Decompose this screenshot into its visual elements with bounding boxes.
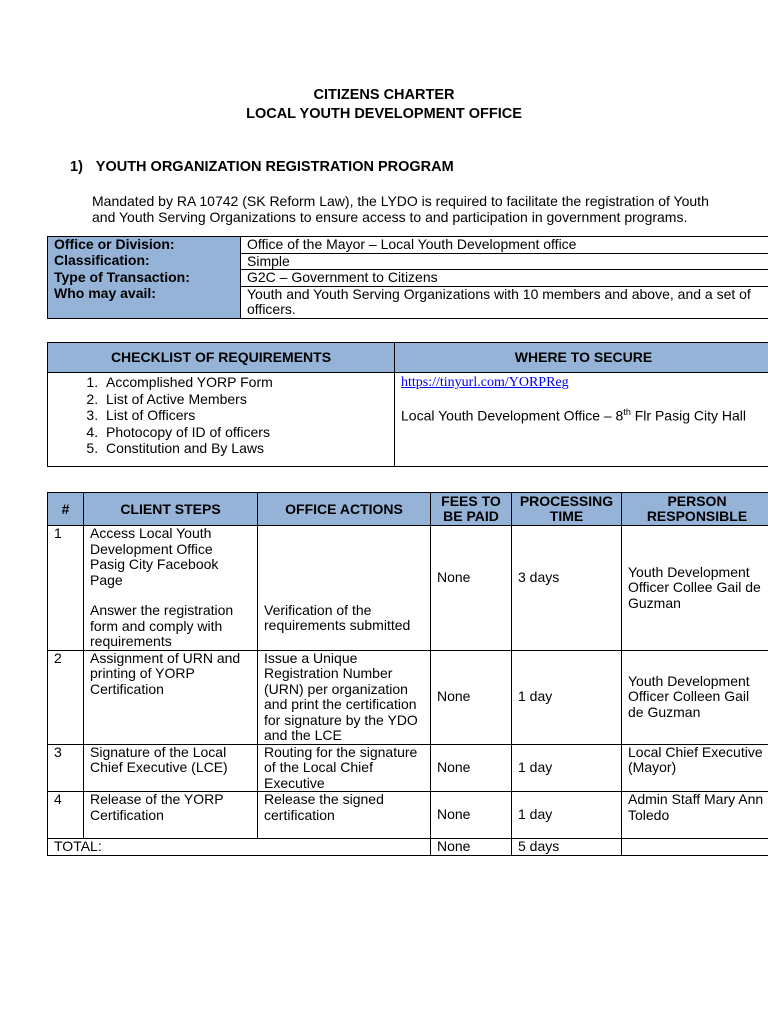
section-title: YOUTH ORGANIZATION REGISTRATION PROGRAM (95, 159, 454, 175)
document-subtitle: LOCAL YOUTH DEVELOPMENT OFFICE (246, 106, 522, 122)
office-action (258, 526, 431, 651)
client-step (84, 526, 258, 651)
client-step: Signature of the Local Chief Executive (LCE) (84, 744, 258, 792)
col-header-fees: FEES TO BE PAID (431, 493, 512, 526)
checklist-header-requirements: CHECKLIST OF REQUIREMENTS (48, 343, 395, 373)
total-fees: None (431, 839, 512, 856)
info-value: Office of the Mayor – Local Youth Development office (241, 237, 768, 254)
total-row (48, 839, 768, 856)
where-text-part: Flr Pasig City Hall (630, 407, 746, 424)
info-row (48, 270, 768, 287)
info-label: Office or Division: (48, 237, 241, 254)
checklist-table (47, 342, 768, 467)
requirement-item: 3. List of Officers (102, 407, 388, 424)
col-header-office-actions: OFFICE ACTIONS (258, 493, 431, 526)
office-action: Issue a Unique Registration Number (URN) per organization and print the certification for signature by the YDO and the LCE (258, 650, 431, 744)
table-row (48, 792, 768, 839)
col-header-num: # (48, 493, 84, 526)
where-text-part: Local Youth Development Office – 8 (401, 407, 624, 424)
person-responsible: Admin Staff Mary Ann Toledo (622, 792, 768, 839)
requirements-list (54, 374, 388, 457)
person-responsible: Youth Development Officer Colleen Gail de Guzman (622, 650, 768, 744)
steps-table (47, 492, 768, 856)
step-number: 2 (48, 650, 84, 744)
fees: None (431, 650, 512, 744)
info-row (48, 237, 768, 254)
total-label: TOTAL: (48, 839, 431, 856)
section-number: 1) (70, 159, 83, 175)
registration-link[interactable]: https://tinyurl.com/YORPReg (401, 375, 569, 390)
office-action: Release the signed certification (258, 792, 431, 839)
info-value: G2C – Government to Citizens (241, 270, 768, 287)
table-row (48, 526, 768, 651)
info-label: Classification: (48, 253, 241, 270)
info-value: Simple (241, 253, 768, 270)
section-heading (70, 159, 454, 175)
processing-time: 3 days (512, 526, 622, 651)
section-intro: Mandated by RA 10742 (SK Reform Law), the LYDO is required to facilitate the registration of Youth and Youth Serving Organizations to ensure access to and participation in government programs. (92, 193, 709, 225)
total-time: 5 days (512, 839, 622, 856)
step-number: 4 (48, 792, 84, 839)
where-location (401, 405, 766, 424)
client-step-part: Access Local Youth Development Office Pasig City Facebook Page (90, 525, 219, 588)
requirement-item: 1. Accomplished YORP Form (102, 374, 388, 391)
client-step-part: Answer the registration form and comply with requirements (90, 602, 234, 649)
office-action-text: Verification of the requirements submitted (264, 601, 411, 633)
person-responsible: Local Chief Executive (Mayor) (622, 744, 768, 792)
col-header-person: PERSON RESPONSIBLE (622, 493, 768, 526)
client-step: Release of the YORP Certification (84, 792, 258, 839)
info-value: Youth and Youth Serving Organizations with 10 members and above, and a set of officers. (241, 286, 768, 318)
processing-time: 1 day (512, 792, 622, 839)
requirements-cell (48, 373, 395, 467)
step-number: 3 (48, 744, 84, 792)
requirement-item: 2. List of Active Members (102, 391, 388, 408)
fees: None (431, 792, 512, 839)
col-header-processing-time: PROCESSING TIME (512, 493, 622, 526)
info-label: Type of Transaction: (48, 270, 241, 287)
checklist-header-where: WHERE TO SECURE (395, 343, 768, 373)
requirement-item: 4. Photocopy of ID of officers (102, 424, 388, 441)
where-cell (395, 373, 768, 467)
total-person (622, 839, 768, 856)
document-title: CITIZENS CHARTER (313, 87, 455, 103)
office-action: Routing for the signature of the Local Chief Executive (258, 744, 431, 792)
col-header-client-steps: CLIENT STEPS (84, 493, 258, 526)
processing-time: 1 day (512, 744, 622, 792)
person-responsible: Youth Development Officer Collee Gail de Guzman (622, 526, 768, 651)
info-row (48, 253, 768, 270)
info-table (47, 236, 768, 319)
requirement-item: 5. Constitution and By Laws (102, 440, 388, 457)
client-step: Assignment of URN and printing of YORP Certification (84, 650, 258, 744)
fees: None (431, 744, 512, 792)
table-row (48, 744, 768, 792)
table-row (48, 650, 768, 744)
info-label: Who may avail: (48, 286, 241, 318)
step-number: 1 (48, 526, 84, 651)
info-row (48, 286, 768, 318)
where-text-sup: th (623, 406, 631, 417)
processing-time: 1 day (512, 650, 622, 744)
fees: None (431, 526, 512, 651)
